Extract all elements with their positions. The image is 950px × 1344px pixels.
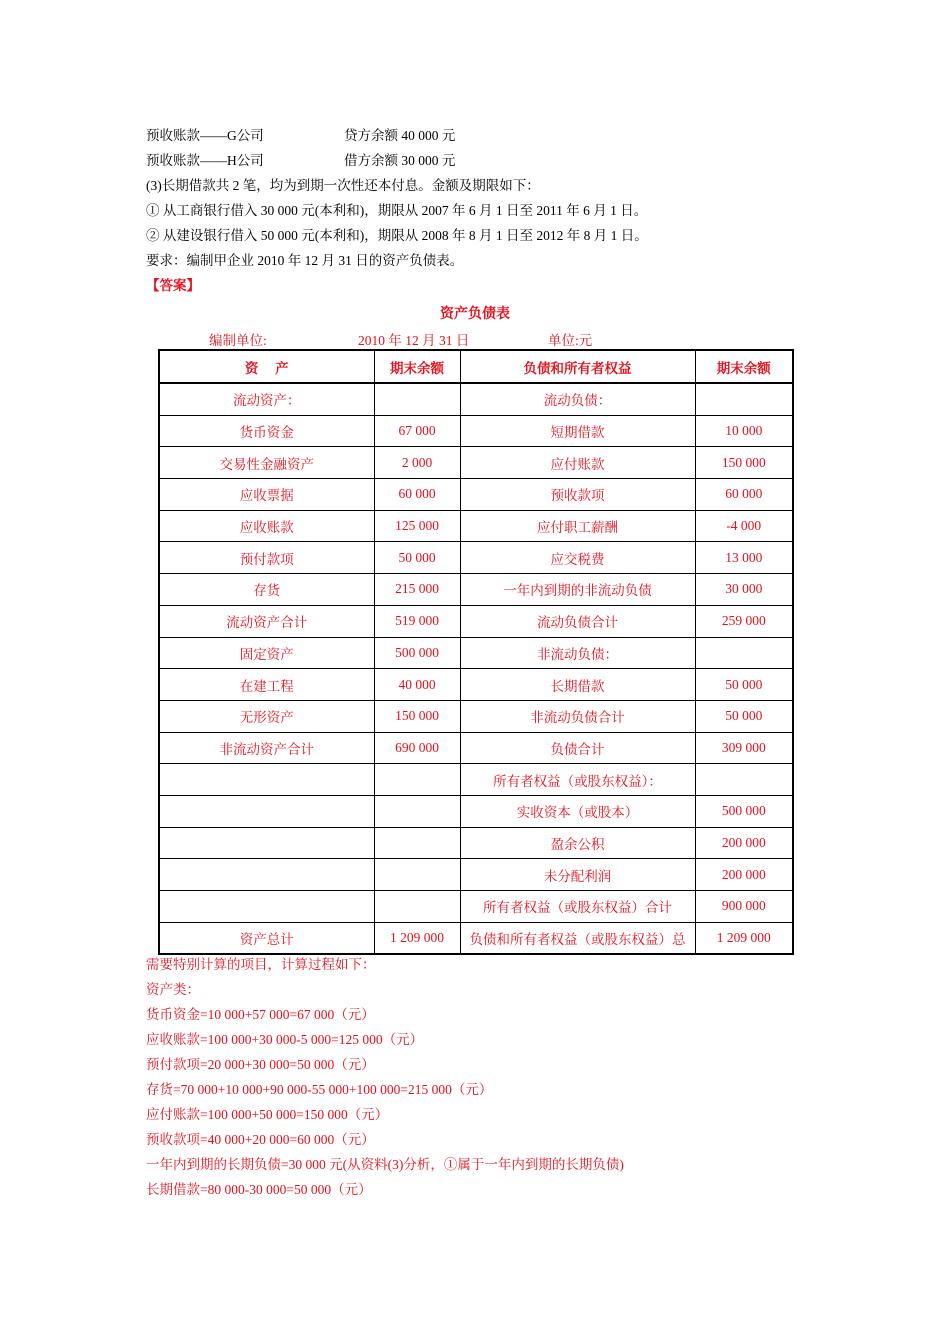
liability-balance: 200 000 xyxy=(695,827,793,859)
asset-balance xyxy=(374,859,460,891)
asset-balance: 519 000 xyxy=(374,605,460,637)
asset-balance: 67 000 xyxy=(374,415,460,447)
intro-long-term-loans: (3)长期借款共 2 笔，均为到期一次性还本付息。金额及期限如下： xyxy=(146,178,540,193)
liability-balance: 500 000 xyxy=(695,795,793,827)
asset-balance: 60 000 xyxy=(374,479,460,511)
liability-balance: -4 000 xyxy=(695,510,793,542)
table-row xyxy=(159,415,793,447)
intro-line-g-company xyxy=(146,127,456,145)
table-row xyxy=(159,732,793,764)
calc-line: 需要特别计算的项目，计算过程如下： xyxy=(146,957,376,972)
asset-item: 预付款项 xyxy=(159,542,374,574)
account-name-g: 预收账款——G公司 xyxy=(146,128,264,143)
liability-item: 短期借款 xyxy=(460,415,695,447)
asset-balance: 2 000 xyxy=(374,447,460,479)
liability-balance xyxy=(695,637,793,669)
balance-sheet-table xyxy=(158,349,794,955)
table-row xyxy=(159,510,793,542)
liability-item: 盈余公积 xyxy=(460,827,695,859)
calc-line: 长期借款=80 000-30 000=50 000（元） xyxy=(146,1182,372,1197)
asset-balance: 150 000 xyxy=(374,700,460,732)
asset-item: 流动资产： xyxy=(159,383,374,415)
asset-item: 应收账款 xyxy=(159,510,374,542)
liability-balance: 150 000 xyxy=(695,447,793,479)
liability-balance xyxy=(695,383,793,415)
calc-line: 预付款项=20 000+30 000=50 000（元） xyxy=(146,1057,375,1072)
liability-balance: 10 000 xyxy=(695,415,793,447)
liability-balance: 30 000 xyxy=(695,574,793,606)
asset-balance: 125 000 xyxy=(374,510,460,542)
header-assets: 资 产 xyxy=(159,350,374,383)
liability-balance: 259 000 xyxy=(695,605,793,637)
calc-line: 应收账款=100 000+30 000-5 000=125 000（元） xyxy=(146,1032,424,1047)
liability-balance: 1 209 000 xyxy=(695,922,793,954)
answer-tag: 【答案】 xyxy=(146,278,200,293)
asset-balance xyxy=(374,891,460,923)
asset-balance: 1 209 000 xyxy=(374,922,460,954)
intro-requirement: 要求：编制甲企业 2010 年 12 月 31 日的资产负债表。 xyxy=(146,253,464,268)
calc-line: 一年内到期的长期负债=30 000 元(从资料(3)分析，①属于一年内到期的长期负债) xyxy=(146,1157,624,1172)
liability-item: 所有者权益（或股东权益）： xyxy=(460,764,695,796)
liability-item: 应交税费 xyxy=(460,542,695,574)
asset-balance: 215 000 xyxy=(374,574,460,606)
table-row xyxy=(159,922,793,954)
asset-balance xyxy=(374,764,460,796)
table-row xyxy=(159,574,793,606)
table-row xyxy=(159,383,793,415)
asset-item xyxy=(159,891,374,923)
table-date: 2010 年 12 月 31 日 xyxy=(358,333,470,348)
header-liabilities-balance: 期末余额 xyxy=(695,350,793,383)
liability-item: 流动负债合计 xyxy=(460,605,695,637)
asset-item: 在建工程 xyxy=(159,669,374,701)
prepared-by-label: 编制单位: xyxy=(209,333,267,348)
calc-line: 应付账款=100 000+50 000=150 000（元） xyxy=(146,1107,389,1122)
asset-item: 交易性金融资产 xyxy=(159,447,374,479)
table-row xyxy=(159,669,793,701)
asset-item: 非流动资产合计 xyxy=(159,732,374,764)
asset-item xyxy=(159,764,374,796)
asset-balance xyxy=(374,795,460,827)
table-row xyxy=(159,827,793,859)
asset-item: 固定资产 xyxy=(159,637,374,669)
header-liabilities-equity: 负债和所有者权益 xyxy=(460,350,695,383)
table-row xyxy=(159,891,793,923)
balance-h: 借方余额 30 000 元 xyxy=(344,153,456,168)
asset-balance xyxy=(374,827,460,859)
table-row xyxy=(159,479,793,511)
asset-item: 无形资产 xyxy=(159,700,374,732)
table-unit: 单位:元 xyxy=(548,333,593,348)
liability-balance: 50 000 xyxy=(695,669,793,701)
table-row xyxy=(159,700,793,732)
table-row xyxy=(159,605,793,637)
liability-item: 未分配利润 xyxy=(460,859,695,891)
table-row xyxy=(159,859,793,891)
asset-balance: 50 000 xyxy=(374,542,460,574)
table-header-row xyxy=(159,350,793,383)
liability-item: 非流动负债： xyxy=(460,637,695,669)
asset-item: 资产总计 xyxy=(159,922,374,954)
asset-item: 应收票据 xyxy=(159,479,374,511)
liability-item: 应付职工薪酬 xyxy=(460,510,695,542)
calc-line: 资产类： xyxy=(146,982,200,997)
liability-balance xyxy=(695,764,793,796)
table-title: 资产负债表 xyxy=(440,307,510,322)
asset-item: 存货 xyxy=(159,574,374,606)
table-row xyxy=(159,795,793,827)
table-row xyxy=(159,447,793,479)
liability-item: 非流动负债合计 xyxy=(460,700,695,732)
liability-item: 实收资本（或股本） xyxy=(460,795,695,827)
asset-balance: 40 000 xyxy=(374,669,460,701)
liability-item: 流动负债： xyxy=(460,383,695,415)
liability-item: 长期借款 xyxy=(460,669,695,701)
liability-item: 预收款项 xyxy=(460,479,695,511)
liability-balance: 13 000 xyxy=(695,542,793,574)
asset-balance: 500 000 xyxy=(374,637,460,669)
balance-g: 贷方余额 40 000 元 xyxy=(344,128,456,143)
liability-balance: 900 000 xyxy=(695,891,793,923)
asset-balance: 690 000 xyxy=(374,732,460,764)
liability-item: 负债合计 xyxy=(460,732,695,764)
table-row xyxy=(159,637,793,669)
account-name-h: 预收账款——H公司 xyxy=(146,153,264,168)
asset-balance xyxy=(374,383,460,415)
liability-balance: 60 000 xyxy=(695,479,793,511)
intro-loan-2: ② 从建设银行借入 50 000 元(本利和)，期限从 2008 年 8 月 1 日至 2012 年 8 月 1 日。 xyxy=(146,228,648,243)
asset-item xyxy=(159,795,374,827)
asset-item xyxy=(159,859,374,891)
liability-item: 应付账款 xyxy=(460,447,695,479)
asset-item: 流动资产合计 xyxy=(159,605,374,637)
header-assets-balance: 期末余额 xyxy=(374,350,460,383)
calc-line: 货币资金=10 000+57 000=67 000（元） xyxy=(146,1007,375,1022)
liability-item: 一年内到期的非流动负债 xyxy=(460,574,695,606)
table-row xyxy=(159,764,793,796)
intro-loan-1: ① 从工商银行借入 30 000 元(本利和)，期限从 2007 年 6 月 1 日至 2011 年 6 月 1 日。 xyxy=(146,203,648,218)
liability-balance: 50 000 xyxy=(695,700,793,732)
liability-balance: 309 000 xyxy=(695,732,793,764)
liability-item: 所有者权益（或股东权益）合计 xyxy=(460,891,695,923)
liability-item: 负债和所有者权益（或股东权益）总 xyxy=(460,922,695,954)
asset-item xyxy=(159,827,374,859)
table-row xyxy=(159,542,793,574)
calc-line: 存货=70 000+10 000+90 000-55 000+100 000=215 000（元） xyxy=(146,1082,493,1097)
asset-item: 货币资金 xyxy=(159,415,374,447)
table-body xyxy=(159,383,793,954)
intro-line-h-company xyxy=(146,152,456,170)
liability-balance: 200 000 xyxy=(695,859,793,891)
calc-line: 预收款项=40 000+20 000=60 000（元） xyxy=(146,1132,375,1147)
